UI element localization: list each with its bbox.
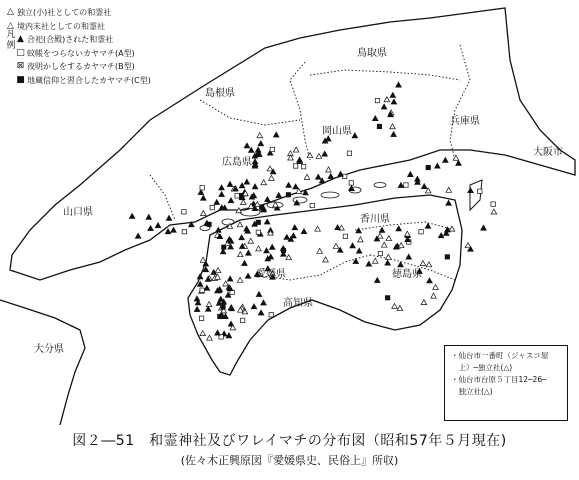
shrine-marker (258, 310, 264, 315)
legend (4, 6, 204, 87)
shrine-marker (165, 229, 171, 234)
shrine-marker (426, 262, 432, 267)
kayamachi-marker (269, 313, 273, 317)
kayamachi-marker (378, 251, 382, 255)
shrine-marker (398, 182, 404, 187)
label-tottori: 鳥取県 (357, 48, 387, 59)
label-kochi: 高知県 (283, 298, 313, 309)
kayamachi-marker (200, 288, 204, 292)
shrine-marker (396, 82, 402, 87)
label-tokushima: 徳島県 (392, 269, 422, 280)
shrine-marker (406, 254, 412, 259)
shrine-marker (293, 147, 299, 152)
shrine-marker (237, 277, 243, 282)
shrine-marker (228, 198, 234, 203)
label-ehime: 愛媛県 (256, 269, 286, 280)
shrine-marker (214, 200, 220, 205)
shrine-marker (166, 215, 172, 220)
kayamachi-marker (270, 147, 274, 151)
kayamachi-marker (310, 203, 314, 207)
legend-label: 合祀(合殿)された和霊社 (27, 35, 114, 44)
shrine-marker (276, 193, 282, 198)
shrine-marker (350, 243, 356, 248)
kayamachi-marker (286, 193, 290, 197)
label-osaka: 大阪市 (533, 147, 563, 158)
shrine-marker (194, 307, 200, 312)
inset-line: 上）─独立社(△) (451, 363, 513, 372)
legend-item (4, 20, 204, 34)
shrine-marker (293, 184, 299, 189)
awaji-island (470, 180, 482, 210)
kayamachi-marker (259, 205, 263, 209)
shrine-marker (265, 197, 271, 202)
shrine-marker (381, 104, 387, 109)
shrine-marker (207, 335, 213, 340)
shrine-marker (356, 248, 362, 253)
shrine-marker (206, 302, 212, 307)
shrine-marker (335, 225, 341, 230)
legend-symbol: ■ (16, 74, 25, 85)
label-hyogo: 兵庫県 (450, 116, 480, 127)
kayamachi-marker (419, 229, 423, 233)
shrine-marker (390, 92, 396, 97)
shrine-marker (384, 97, 390, 102)
kayamachi-marker (182, 210, 186, 214)
shrine-marker (227, 181, 233, 186)
legend-item (4, 60, 204, 74)
shrine-marker (349, 186, 355, 191)
shrine-marker (194, 296, 200, 301)
border-yamaguchi (150, 175, 175, 220)
label-okayama: 岡山県 (322, 126, 352, 137)
shrine-marker (421, 184, 427, 189)
shrine-marker (315, 174, 321, 179)
inset-line: 独立社(△) (451, 387, 493, 396)
kayamachi-marker (375, 98, 379, 102)
shrine-marker (315, 226, 321, 231)
shrine-marker (326, 167, 332, 172)
shrine-marker (372, 116, 378, 121)
kayamachi-marker (385, 296, 389, 300)
shrine-marker (385, 260, 391, 265)
shrine-marker (205, 306, 211, 311)
shrine-marker (356, 228, 362, 233)
legend-symbol: ▲ (17, 34, 24, 44)
kayamachi-marker (256, 230, 260, 234)
shrine-marker (421, 300, 427, 305)
shrine-marker (219, 192, 225, 197)
shrine-marker (264, 248, 270, 253)
label-yamaguchi: 山口県 (63, 207, 93, 218)
kayamachi-marker (347, 151, 351, 155)
shrine-marker (239, 235, 245, 240)
shrine-marker (256, 246, 262, 251)
shrine-marker (135, 233, 141, 238)
kayamachi-marker (349, 181, 353, 185)
inset-line: ・仙台市台原５丁目12─26─ (451, 375, 547, 384)
shrine-marker (261, 180, 267, 185)
kayamachi-marker (301, 164, 305, 168)
border-hyogo (450, 45, 470, 160)
figure-source: (佐々木正興原図『愛媛県史、民俗上』所収) (180, 454, 399, 467)
shrine-marker (446, 200, 452, 205)
shrine-marker (264, 219, 270, 224)
shrine-marker (146, 214, 152, 219)
shrine-marker (129, 213, 135, 218)
shrine-marker (255, 147, 261, 152)
shrine-marker (390, 124, 396, 129)
kyushu-coastline (0, 300, 85, 425)
shrine-marker (251, 304, 257, 309)
shrine-marker (408, 172, 414, 177)
border-tottori-okayama (310, 70, 460, 80)
kayamachi-marker (256, 220, 260, 224)
shrine-marker (204, 285, 210, 290)
shrine-marker (433, 284, 439, 289)
shrine-marker (391, 99, 397, 104)
shrine-marker (223, 281, 229, 286)
kayamachi-marker (240, 318, 244, 322)
kayamachi-marker (182, 229, 186, 233)
shrine-marker (449, 226, 455, 231)
legend-symbol: □ (16, 47, 25, 58)
shrine-marker (228, 305, 234, 310)
legend-symbol: △ (7, 7, 14, 17)
legend-item (4, 74, 204, 88)
shrine-marker (379, 227, 385, 232)
shrine-marker (435, 163, 441, 168)
shrine-marker (237, 222, 243, 227)
shrine-marker (328, 174, 334, 179)
shrine-marker (257, 133, 263, 138)
legend-label: 夜明かしをするカヤマチ(B型) (27, 62, 135, 71)
shrine-marker (294, 200, 300, 205)
label-hiroshima: 広島県 (222, 157, 252, 168)
shrine-marker (269, 244, 275, 249)
shrine-marker (392, 303, 398, 308)
shrine-marker (240, 200, 246, 205)
sendai-note-box (444, 345, 568, 421)
shrine-marker (267, 166, 273, 171)
shrine-marker (316, 153, 322, 158)
shrine-marker (261, 300, 267, 305)
legend-title: 凡 例 (6, 30, 16, 51)
shrine-marker (427, 278, 433, 283)
shrine-marker (215, 330, 221, 335)
kayamachi-marker (293, 164, 297, 168)
shrine-marker (431, 293, 437, 298)
shrine-marker (268, 254, 274, 259)
legend-symbol: △ (7, 20, 14, 31)
label-kagawa: 香川県 (360, 214, 390, 225)
shrine-marker (415, 176, 421, 181)
shrine-marker (396, 226, 402, 231)
shrine-marker (155, 223, 161, 228)
legend-label: 境内末社としての和霊社 (17, 21, 105, 31)
shrine-marker (215, 268, 221, 273)
shrine-marker (219, 185, 225, 190)
kayamachi-marker (235, 194, 239, 198)
kayamachi-marker (200, 186, 204, 190)
legend-label: 独立(小)社としての和霊社 (17, 8, 112, 17)
shrine-marker (322, 151, 328, 156)
shrine-marker (248, 238, 254, 243)
shrine-marker (244, 226, 250, 231)
label-shimane: 島根県 (205, 88, 235, 99)
kayamachi-marker (491, 202, 495, 206)
label-oita: 大分県 (34, 344, 64, 355)
shrine-marker (443, 157, 449, 162)
shrine-marker (237, 252, 243, 257)
legend-label: 地蔵信仰と習合したカヤマチ(C型) (27, 75, 151, 85)
inset-line: ・仙台市一番町（ジャスコ屋 (451, 351, 549, 360)
shrine-marker (323, 257, 329, 262)
shrine-marker (301, 229, 307, 234)
shrine-marker (317, 248, 323, 253)
shrine-marker (353, 259, 359, 264)
kayamachi-marker (210, 205, 214, 209)
border-hiroshima-shimane (200, 100, 300, 125)
border-tottori-shimane (290, 62, 310, 160)
shrine-marker (286, 182, 292, 187)
shrine-marker (273, 132, 279, 137)
shrine-marker (386, 254, 392, 259)
shrine-marker (491, 209, 497, 214)
shrine-marker (386, 236, 392, 241)
shrine-marker (446, 187, 452, 192)
shrine-marker (292, 225, 298, 230)
kayamachi-marker (377, 124, 381, 128)
shrine-marker (456, 160, 462, 165)
shrine-marker (244, 143, 250, 148)
shrine-marker (148, 226, 154, 231)
legend-item (4, 6, 204, 20)
shrine-marker (338, 171, 344, 176)
shrine-marker (200, 211, 206, 216)
figure-caption: 図２―51 和霊神社及びワレイマチの分布図（昭和57年５月現在) (72, 433, 507, 449)
shrine-marker (465, 243, 471, 248)
shrine-marker (201, 195, 207, 200)
shrine-marker (405, 231, 411, 236)
shrine-marker (284, 234, 290, 239)
shrine-marker (197, 274, 203, 279)
shrine-marker (246, 250, 252, 255)
shrine-marker (256, 292, 262, 297)
shrine-marker (242, 261, 248, 266)
kayamachi-marker (199, 316, 203, 320)
legend-item (4, 47, 204, 61)
shrine-marker (200, 257, 206, 262)
shrine-marker (244, 179, 250, 184)
shrine-marker (273, 202, 279, 207)
shrine-marker (381, 242, 387, 247)
shrine-marker (481, 225, 487, 230)
shrine-marker (227, 276, 233, 281)
shrine-marker (366, 261, 372, 266)
shrine-marker (291, 233, 297, 238)
shrine-marker (375, 277, 381, 282)
shrine-marker (358, 237, 364, 242)
kayamachi-marker (445, 255, 449, 259)
shrine-marker (397, 306, 403, 311)
legend-symbol: ⊠ (16, 61, 25, 71)
legend-label: 蚊帳をつらないカヤマチ(A型) (27, 48, 135, 58)
kayamachi-marker (478, 189, 482, 193)
shrine-marker (218, 296, 224, 301)
shrine-marker (171, 227, 177, 232)
distribution-symbols (129, 82, 496, 340)
shrine-marker (398, 243, 404, 248)
shrine-marker (425, 223, 431, 228)
shrine-marker (286, 255, 292, 260)
shrine-marker (391, 132, 397, 137)
kayamachi-marker (426, 165, 430, 169)
legend-item (4, 33, 204, 47)
shrine-marker (252, 184, 258, 189)
kayamachi-marker (343, 234, 347, 238)
shrine-marker (304, 174, 310, 179)
shrine-marker (372, 258, 378, 263)
shrine-marker (269, 175, 275, 180)
kayamachi-marker (404, 183, 408, 187)
shrine-marker (333, 243, 339, 248)
shrine-marker (352, 133, 358, 138)
shrine-marker (200, 331, 206, 336)
shrine-marker (258, 141, 264, 146)
shrine-marker (245, 273, 251, 278)
kayamachi-marker (207, 222, 211, 226)
shrine-marker (468, 188, 474, 193)
